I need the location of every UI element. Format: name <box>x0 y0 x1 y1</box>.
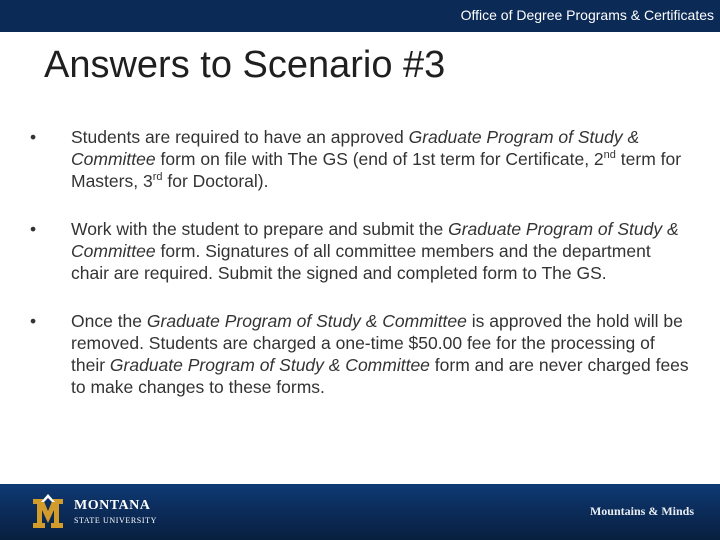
logo-wordmark: MONTANA <box>74 498 151 513</box>
bullet-symbol: • <box>30 219 37 239</box>
logo-subtitle: STATE UNIVERSITY <box>74 516 157 525</box>
bullet-text: form and are never charged fees to make changes to these forms. <box>71 355 689 397</box>
bullet-text: Once the <box>71 311 147 331</box>
bullet-list <box>30 126 690 398</box>
ordinal-suffix: nd <box>603 149 616 162</box>
form-name-italic: Graduate Program of Study & Committee <box>71 127 640 169</box>
bullet-text: is approved the hold will be removed. Students are charged a one-time $50.00 fee for the processing of their <box>71 311 683 375</box>
bullet-text: form. Signatures of all committee members and the department chair are required. Submit the signed and completed form to The GS. <box>71 241 651 283</box>
bullet-text: form on file with The GS (end of 1st term for Certificate, 2 <box>155 149 604 169</box>
msu-logo <box>30 492 180 532</box>
bullet-item <box>30 310 690 398</box>
bullet-item <box>30 126 690 192</box>
bullet-symbol: • <box>30 127 37 147</box>
bullet-symbol: • <box>30 311 37 331</box>
bullet-text: Work with the student to prepare and submit the <box>71 219 449 239</box>
bullet-item <box>30 218 690 284</box>
ordinal-suffix: rd <box>152 171 163 184</box>
slide-title: Answers to Scenario #3 <box>44 44 446 86</box>
form-name-italic: Graduate Program of Study & Committee <box>109 355 430 375</box>
bullet-text: Students are required to have an approved <box>71 127 409 147</box>
bullet-text: for Doctoral). <box>162 171 269 191</box>
form-name-italic: Graduate Program of Study & Committee <box>146 311 467 331</box>
bullet-text: term for Masters, 3 <box>71 149 682 191</box>
msu-m-mountain-icon <box>30 492 66 532</box>
tagline: Mountains & Minds <box>589 504 694 518</box>
footer-bar <box>0 484 720 540</box>
header-bar <box>0 0 720 32</box>
form-name-italic: Graduate Program of Study & Committee <box>71 219 679 261</box>
office-label: Office of Degree Programs & Certificates <box>460 7 714 23</box>
